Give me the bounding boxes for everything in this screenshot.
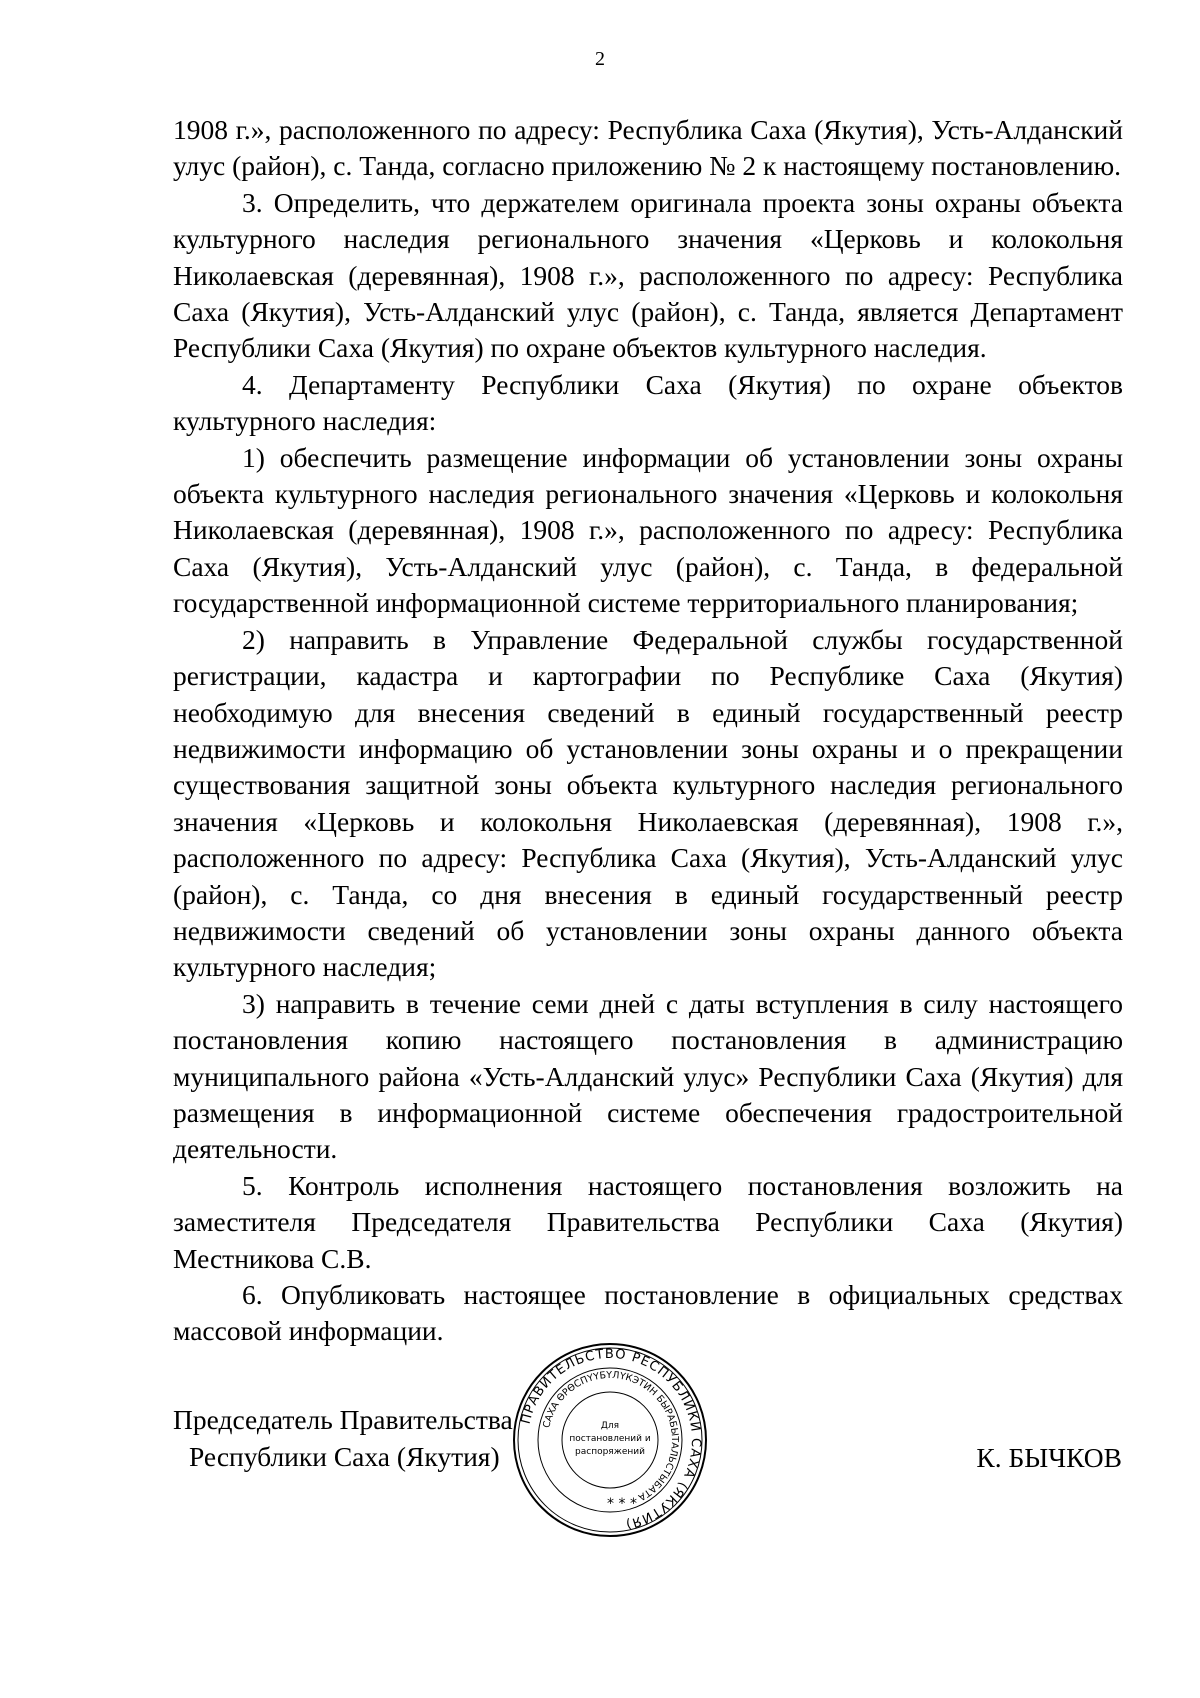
paragraph-4-item-3: 3) направить в течение семи дней с даты вступления в силу настоящего постановления копию настоящего постановления в администрацию муниципального района «Усть-Алданский улус» Республики Саха (Якутия) для размещения в информационной системе обеспечения градостроительной деятельности.: [173, 987, 1123, 1165]
paragraph-6: 6. Опубликовать настоящее постановление в официальных средствах массовой информации.: [173, 1279, 1123, 1347]
seal-center-line-3: распоряжений: [575, 1447, 645, 1457]
paragraph-5: 5. Контроль исполнения настоящего постановления возложить на заместителя Председателя Правительства Республики Саха (Якутия) Местникова С.В.: [173, 1169, 1123, 1274]
signatory-name: К. БЫЧКОВ: [976, 1442, 1122, 1473]
paragraph-2-continuation: 1908 г.», расположенного по адресу: Республика Саха (Якутия), Усть-Алданский улус (район), с. Танда, согласно приложению № 2 к настоящему постановлению.: [173, 114, 1123, 182]
seal-center-line-2: постановлений и: [569, 1434, 651, 1444]
paragraph-4: 4. Департаменту Республики Саха (Якутия) по охране объектов культурного наследия:: [173, 368, 1123, 437]
document-body: [173, 112, 1123, 1350]
signatory-title-line-2: Республики Саха (Якутия): [189, 1441, 500, 1472]
paragraph-4-item-1: 1) обеспечить размещение информации об установлении зоны охраны объекта культурного наследия регионального значения «Церковь и колокольня Николаевская (деревянная), 1908 г.», расположенного по адресу: Республика Саха (Якутия), Усть-Алданский улус (район), с. Танда, в федеральной государственной информационной системе территориального планирования;: [173, 441, 1123, 619]
seal-stars: * * *: [607, 1496, 637, 1512]
seal-center-line-1: Для: [600, 1421, 620, 1431]
signatory-title: [173, 1401, 513, 1475]
seal-graphic: [510, 1340, 710, 1540]
seal-inner-text: САХА ӨРӨСПҮҮБҮЛҮКЭТИН БЫРАБЫТАЛЬСТЫБАТА: [541, 1369, 681, 1503]
paragraph-3: 3. Определить, что держателем оригинала проекта зоны охраны объекта культурного наследия регионального значения «Церковь и колокольня Николаевская (деревянная), 1908 г.», расположенного по адресу: Республика Саха (Якутия), Усть-Алданский улус (район), с. Танда, является Департамент Республики Саха (Якутия) по охране объектов культурного наследия.: [173, 186, 1123, 364]
official-seal: [510, 1340, 710, 1540]
seal-outer-text: ПРАВИТЕЛЬСТВО РЕСПУБЛИКИ САХА (ЯКУТИЯ): [518, 1346, 704, 1532]
signatory-title-line-1: Председатель Правительства: [173, 1404, 513, 1435]
page-number: 2: [595, 48, 605, 70]
paragraph-4-item-2: 2) направить в Управление Федеральной службы государственной регистрации, кадастра и картографии по Республике Саха (Якутия) необходимую для внесения сведений в единый государственный реестр недвижимости информацию об установлении зоны охраны и о прекращении существования защитной зоны объекта культурного наследия регионального значения «Церковь и колокольня Николаевская (деревянная), 1908 г.», расположенного по адресу: Республика Саха (Якутия), Усть-Алданский улус (район), с. Танда, со дня внесения в единый государственный реестр недвижимости сведений об установлении зоны охраны данного объекта культурного наследия;: [173, 623, 1123, 983]
